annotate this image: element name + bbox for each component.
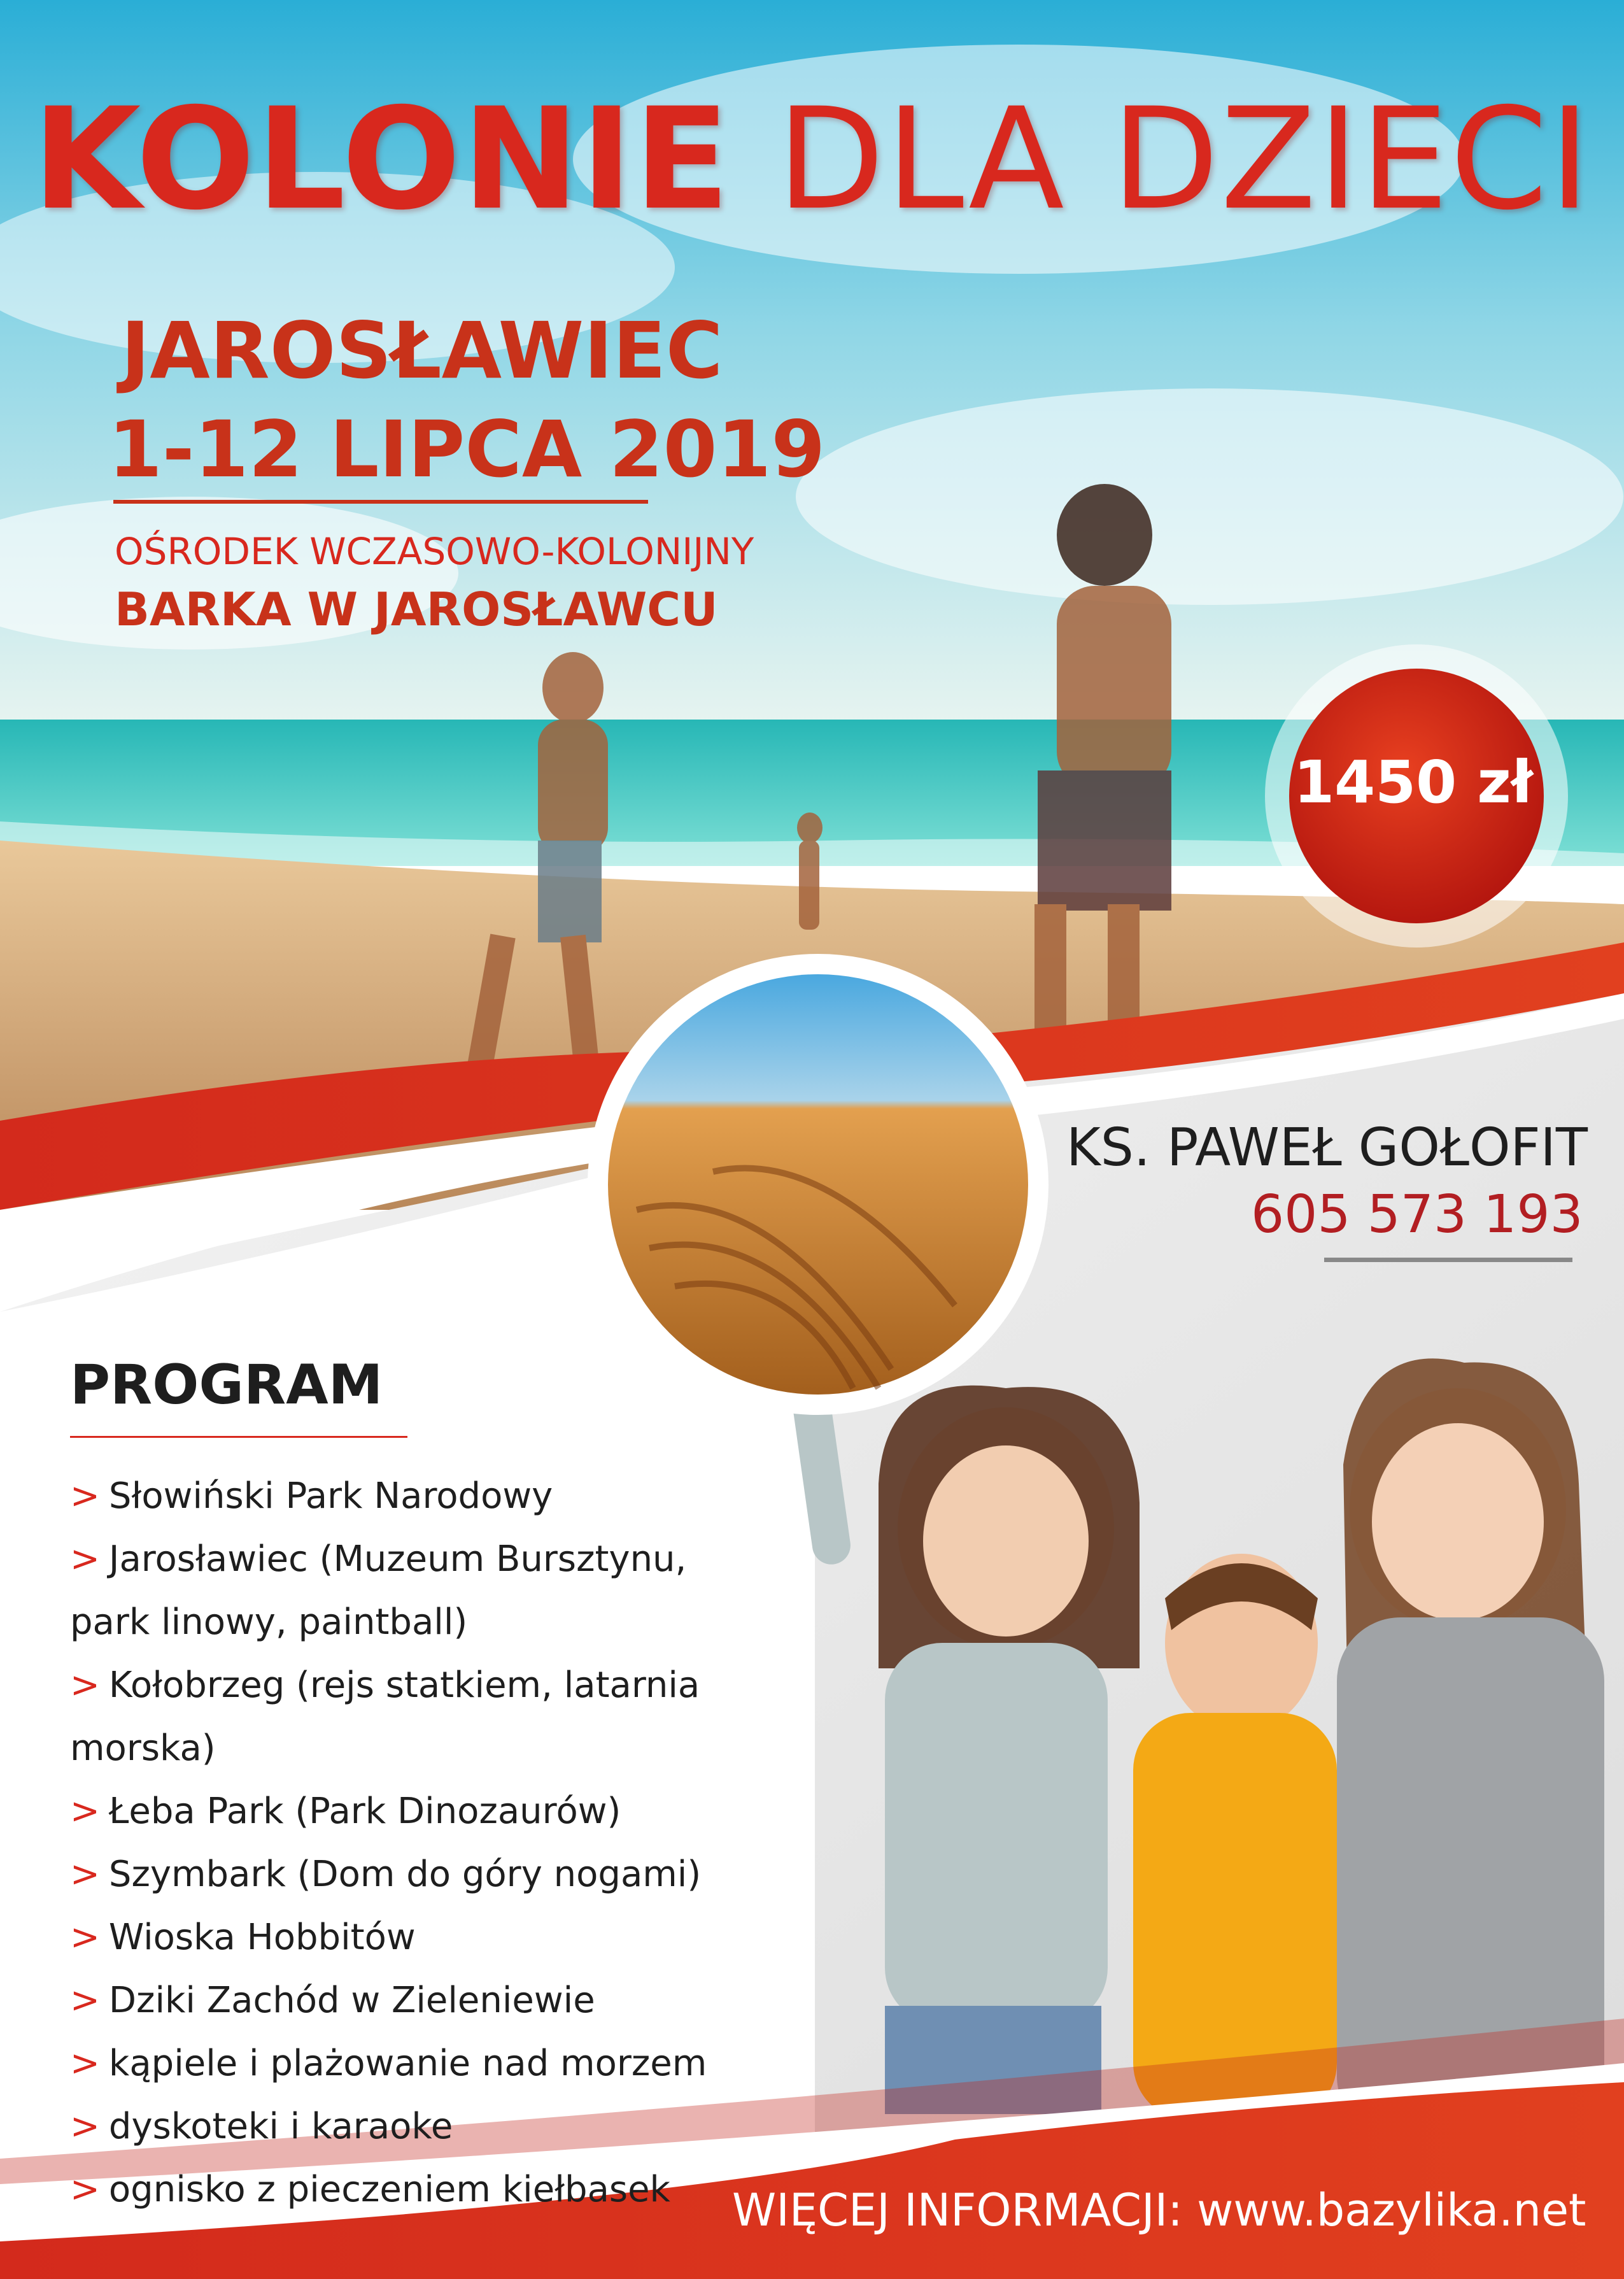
arrow-icon: > xyxy=(70,1980,100,2021)
title-bold: KOLONIE xyxy=(32,78,731,241)
list-item-label: park linowy, paintball) xyxy=(70,1601,468,1643)
arrow-icon: > xyxy=(70,2169,100,2210)
contact-phone[interactable]: 605 573 193 xyxy=(1251,1184,1583,1245)
program-list xyxy=(70,1465,853,2221)
location: JAROSŁAWIEC xyxy=(121,306,723,396)
list-item xyxy=(70,1906,853,1969)
poster-title xyxy=(0,76,1624,242)
footer-info[interactable]: WIĘCEJ INFORMACJI: www.bazylika.net xyxy=(732,2184,1586,2236)
list-item xyxy=(70,1969,853,2032)
list-item-label: Jarosławiec (Muzeum Bursztynu, xyxy=(108,1538,687,1580)
arrow-icon: > xyxy=(70,1538,100,1580)
list-item-label: dyskoteki i karaoke xyxy=(108,2106,453,2147)
list-item xyxy=(70,1591,853,1654)
list-item xyxy=(70,1843,853,1906)
price-badge: 1450 zł xyxy=(1294,748,1533,816)
arrow-icon: > xyxy=(70,2043,100,2084)
list-item xyxy=(70,2032,853,2095)
arrow-icon: > xyxy=(70,1791,100,1832)
list-item xyxy=(70,1465,853,1528)
list-item-label: Dziki Zachód w Zieleniewie xyxy=(108,1980,595,2021)
list-item-label: ognisko z pieczeniem kiełbasek xyxy=(108,2169,670,2210)
venue-line2: BARKA W JAROSŁAWCU xyxy=(115,583,718,636)
contact-name: KS. PAWEŁ GOŁOFIT xyxy=(1066,1118,1588,1178)
list-item xyxy=(70,2095,853,2158)
list-item xyxy=(70,1654,853,1780)
title-light: DLA DZIECI xyxy=(777,78,1592,241)
list-item xyxy=(70,1528,853,1591)
divider xyxy=(113,500,648,504)
venue-line1: OŚRODEK WCZASOWO-KOLONIJNY xyxy=(115,530,754,573)
program-heading: PROGRAM xyxy=(70,1353,383,1417)
list-item-label: Łeba Park (Park Dinozaurów) xyxy=(108,1791,621,1832)
list-item-label: Szymbark (Dom do góry nogami) xyxy=(108,1854,702,1895)
list-item-label: Kołobrzeg (rejs statkiem, latarnia morska) xyxy=(70,1665,700,1769)
arrow-icon: > xyxy=(70,1854,100,1895)
divider xyxy=(1324,1258,1572,1262)
list-item xyxy=(70,1780,853,1843)
list-item-label: kąpiele i plażowanie nad morzem xyxy=(108,2043,707,2084)
divider xyxy=(70,1436,407,1438)
list-item-label: Wioska Hobbitów xyxy=(108,1917,416,1958)
arrow-icon: > xyxy=(70,2106,100,2147)
arrow-icon: > xyxy=(70,1665,100,1706)
arrow-icon: > xyxy=(70,1917,100,1958)
dates: 1-12 LIPCA 2019 xyxy=(108,404,826,495)
arrow-icon: > xyxy=(70,1475,100,1517)
list-item-label: Słowiński Park Narodowy xyxy=(108,1475,553,1517)
